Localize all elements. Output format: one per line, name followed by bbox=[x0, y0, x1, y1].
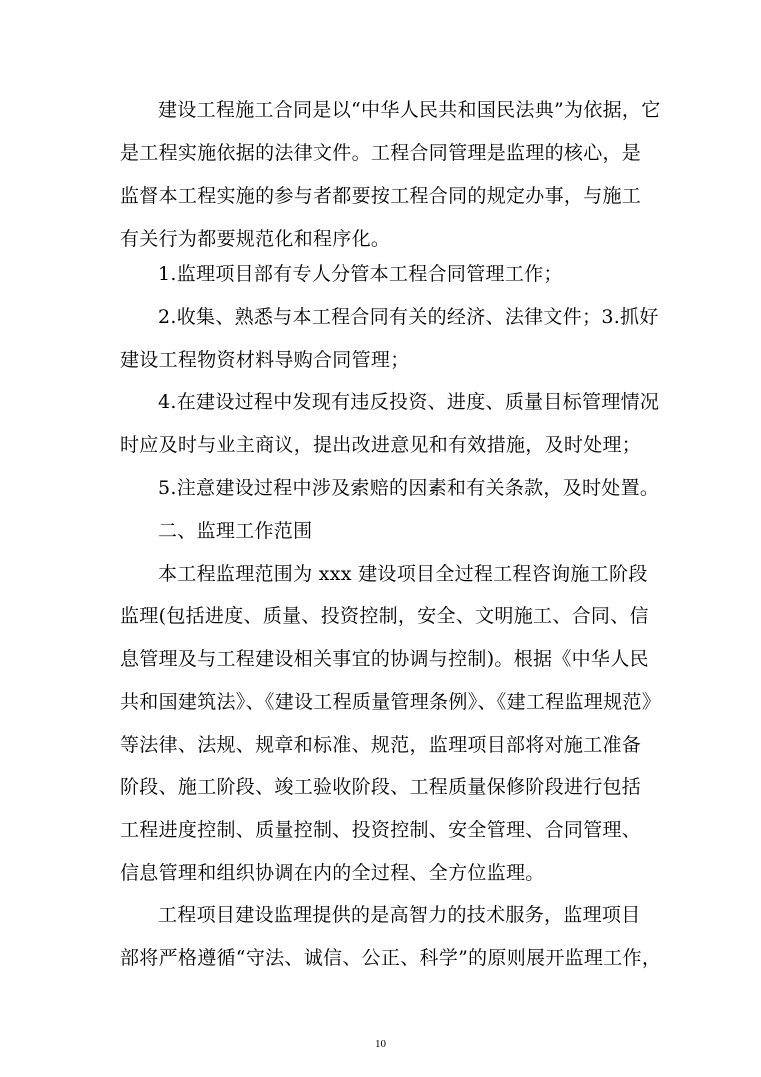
paragraph-line: 信息管理和组织协调在内的全过程、全方位监理。 bbox=[120, 862, 545, 884]
paragraph-line: 监理(包括进度、质量、投资控制，安全、文明施工、合同、信 bbox=[120, 605, 649, 627]
paragraph-line: 有关行为都要规范化和程序化。 bbox=[120, 228, 391, 250]
paragraph-line: 本工程监理范围为 xxx 建设项目全过程工程咨询施工阶段 bbox=[158, 563, 648, 585]
list-item: 时应及时与业主商议，提出改进意见和有效措施，及时处理； bbox=[120, 434, 642, 456]
section-heading: 二、监理工作范围 bbox=[158, 520, 313, 542]
paragraph-line: 工程进度控制、质量控制、投资控制、安全管理、合同管理、 bbox=[120, 819, 642, 841]
list-item: 建设工程物资材料导购合同管理； bbox=[120, 349, 410, 371]
page-number: 10 bbox=[375, 1038, 386, 1050]
paragraph-line: 监督本工程实施的参与者都要按工程合同的规定办事，与施工 bbox=[120, 185, 642, 207]
paragraph-line: 等法律、法规、规章和标准、规范，监理项目部将对施工准备 bbox=[120, 734, 642, 756]
list-item: 1.监理项目部有专人分管本工程合同管理工作； bbox=[158, 263, 563, 285]
paragraph-line: 建设工程施工合同是以“中华人民共和国民法典”为依据，它 bbox=[158, 99, 661, 121]
list-item: 2.收集、熟悉与本工程合同有关的经济、法律文件；3.抓好 bbox=[158, 306, 659, 328]
list-item: 5.注意建设过程中涉及索赔的因素和有关条款，及时处置。 bbox=[158, 477, 660, 499]
paragraph-line: 部将严格遵循“守法、诚信、公正、科学”的原则展开监理工作， bbox=[120, 947, 662, 969]
paragraph-line: 息管理及与工程建设相关事宜的协调与控制)。根据《中华人民 bbox=[120, 648, 649, 670]
paragraph-line: 阶段、施工阶段、竣工验收阶段、工程质量保修阶段进行包括 bbox=[120, 776, 642, 798]
paragraph-line: 工程项目建设监理提供的是高智力的技术服务，监理项目 bbox=[158, 904, 641, 926]
paragraph-line: 共和国建筑法》、《建设工程质量管理条例》、《建工程监理规范》 bbox=[120, 691, 662, 713]
paragraph-line: 是工程实施依据的法律文件。工程合同管理是监理的核心，是 bbox=[120, 142, 642, 164]
list-item: 4.在建设过程中发现有违反投资、进度、质量目标管理情况 bbox=[158, 391, 660, 413]
